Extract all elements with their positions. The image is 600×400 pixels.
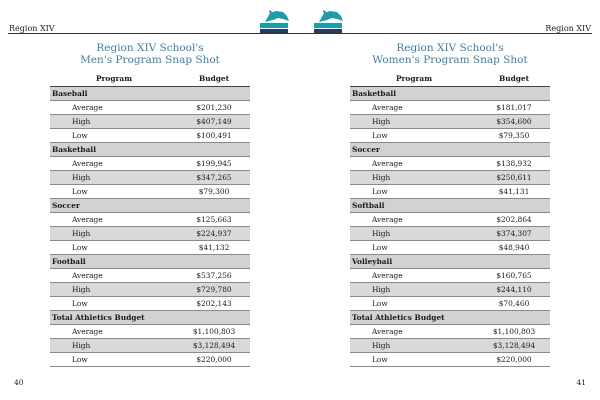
stat-label: Low — [50, 184, 178, 198]
category-row — [350, 310, 550, 324]
category-row — [50, 254, 250, 268]
budget-value: $354,600 — [478, 114, 550, 128]
title-line-1: Region XIV School's — [396, 42, 504, 54]
stat-label: Average — [350, 100, 478, 114]
table-row — [50, 100, 250, 114]
table-header-row — [350, 72, 550, 86]
stat-label: High — [350, 170, 478, 184]
budget-value: $199,945 — [178, 156, 250, 170]
category-label: Total Athletics Budget — [350, 310, 550, 324]
table-row — [350, 268, 550, 282]
category-label: Total Athletics Budget — [50, 310, 250, 324]
stat-label: High — [50, 114, 178, 128]
table-row — [50, 282, 250, 296]
budget-value: $181,017 — [478, 100, 550, 114]
stat-label: High — [350, 114, 478, 128]
program-column-header: Program — [50, 72, 178, 86]
budget-value: $202,864 — [478, 212, 550, 226]
table-row — [50, 240, 250, 254]
stat-label: High — [50, 282, 178, 296]
page-title — [350, 42, 550, 66]
category-row — [50, 198, 250, 212]
budget-value: $3,128,494 — [478, 338, 550, 352]
stat-label: Low — [350, 184, 478, 198]
budget-value: $3,128,494 — [178, 338, 250, 352]
table-row — [50, 268, 250, 282]
category-row — [50, 142, 250, 156]
table-row — [350, 240, 550, 254]
table-row — [50, 338, 250, 352]
table-row — [50, 324, 250, 338]
stat-label: Average — [50, 268, 178, 282]
stat-label: Average — [50, 100, 178, 114]
budget-value: $1,100,803 — [478, 324, 550, 338]
budget-value: $374,307 — [478, 226, 550, 240]
category-row — [50, 86, 250, 100]
category-row — [350, 254, 550, 268]
budget-value: $220,000 — [478, 352, 550, 366]
table-row — [350, 226, 550, 240]
stat-label: High — [350, 338, 478, 352]
stat-label: Average — [50, 212, 178, 226]
table-row — [50, 156, 250, 170]
table-row — [350, 100, 550, 114]
stat-label: Average — [50, 324, 178, 338]
category-row — [350, 142, 550, 156]
stat-label: Low — [350, 240, 478, 254]
region-header-label: Region XIV — [9, 24, 55, 33]
table-row — [50, 184, 250, 198]
budget-value: $100,491 — [178, 128, 250, 142]
table-header-row — [50, 72, 250, 86]
budget-value: $729,780 — [178, 282, 250, 296]
table-row — [350, 324, 550, 338]
table-row — [50, 296, 250, 310]
athletics-logo — [308, 9, 348, 35]
budget-value: $537,256 — [178, 268, 250, 282]
category-label: Soccer — [350, 142, 550, 156]
table-row — [50, 352, 250, 366]
category-row — [350, 198, 550, 212]
category-row — [50, 310, 250, 324]
table-row — [350, 296, 550, 310]
program-column-header: Program — [350, 72, 478, 86]
title-line-1: Region XIV School's — [96, 42, 204, 54]
budget-value: $125,663 — [178, 212, 250, 226]
budget-value: $70,460 — [478, 296, 550, 310]
category-label: Volleyball — [350, 254, 550, 268]
budget-value: $220,000 — [178, 352, 250, 366]
stat-label: Low — [50, 296, 178, 310]
stat-label: Low — [50, 128, 178, 142]
horse-head-logo-icon — [308, 9, 348, 35]
stat-label: High — [50, 170, 178, 184]
budget-table-body — [350, 86, 550, 366]
stat-label: Low — [350, 352, 478, 366]
stat-label: Low — [350, 128, 478, 142]
stat-label: High — [350, 226, 478, 240]
budget-value: $41,131 — [478, 184, 550, 198]
stat-label: High — [50, 226, 178, 240]
table-row — [50, 170, 250, 184]
budget-column-header: Budget — [178, 72, 250, 86]
table-row — [50, 226, 250, 240]
budget-value: $201,230 — [178, 100, 250, 114]
table-row — [50, 128, 250, 142]
category-label: Football — [50, 254, 250, 268]
category-row — [350, 86, 550, 100]
stat-label: Average — [350, 156, 478, 170]
budget-value: $41,132 — [178, 240, 250, 254]
table-row — [350, 170, 550, 184]
title-line-2: Men's Program Snap Shot — [80, 54, 220, 66]
stat-label: Average — [350, 268, 478, 282]
horse-head-logo-icon — [254, 9, 294, 35]
budget-value: $250,611 — [478, 170, 550, 184]
budget-table — [350, 72, 550, 367]
budget-value: $347,265 — [178, 170, 250, 184]
category-label: Basketball — [50, 142, 250, 156]
table-row — [350, 282, 550, 296]
category-label: Baseball — [50, 86, 250, 100]
category-label: Softball — [350, 198, 550, 212]
budget-column-header: Budget — [478, 72, 550, 86]
page-number: 41 — [576, 378, 586, 387]
category-label: Basketball — [350, 86, 550, 100]
budget-value: $202,143 — [178, 296, 250, 310]
table-row — [350, 128, 550, 142]
table-row — [350, 114, 550, 128]
budget-value: $160,765 — [478, 268, 550, 282]
budget-value: $224,937 — [178, 226, 250, 240]
title-line-2: Women's Program Snap Shot — [372, 54, 528, 66]
athletics-logo — [254, 9, 294, 35]
table-row — [50, 212, 250, 226]
budget-value: $244,110 — [478, 282, 550, 296]
table-row — [50, 114, 250, 128]
stat-label: High — [50, 338, 178, 352]
page-title — [50, 42, 250, 66]
table-row — [350, 156, 550, 170]
budget-value: $1,100,803 — [178, 324, 250, 338]
right-page — [300, 0, 600, 400]
stat-label: High — [350, 282, 478, 296]
stat-label: Average — [50, 156, 178, 170]
budget-value: $79,350 — [478, 128, 550, 142]
table-row — [350, 338, 550, 352]
stat-label: Average — [350, 324, 478, 338]
table-row — [350, 352, 550, 366]
table-row — [350, 184, 550, 198]
budget-value: $48,940 — [478, 240, 550, 254]
stat-label: Low — [50, 240, 178, 254]
table-row — [350, 212, 550, 226]
page-number: 40 — [14, 378, 24, 387]
region-header-label: Region XIV — [545, 24, 591, 33]
stat-label: Average — [350, 212, 478, 226]
budget-value: $79,300 — [178, 184, 250, 198]
budget-value: $138,932 — [478, 156, 550, 170]
stat-label: Low — [50, 352, 178, 366]
category-label: Soccer — [50, 198, 250, 212]
budget-value: $407,149 — [178, 114, 250, 128]
budget-table — [50, 72, 250, 367]
budget-table-body — [50, 86, 250, 366]
stat-label: Low — [350, 296, 478, 310]
